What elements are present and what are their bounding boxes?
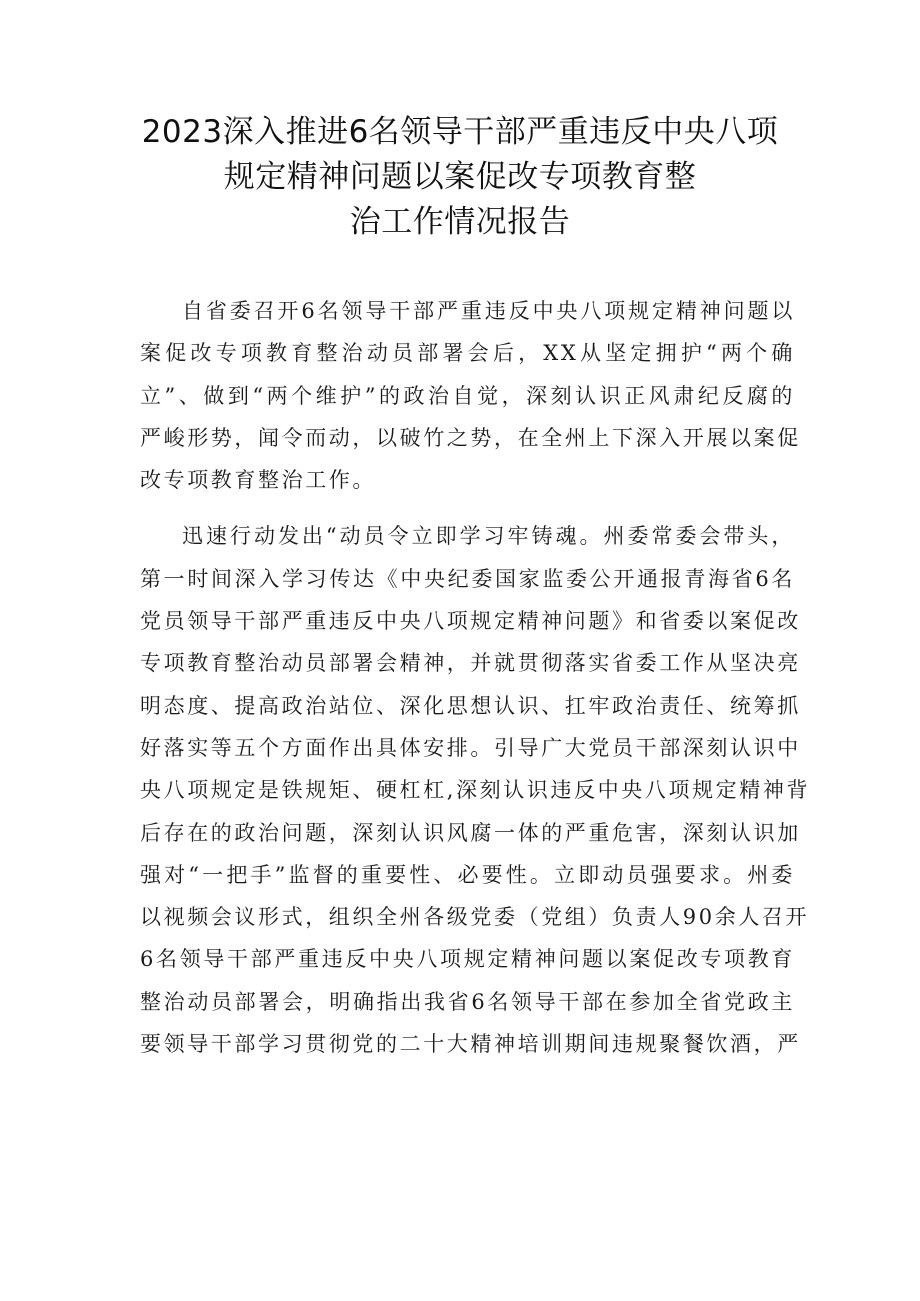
paragraph-1 <box>140 290 801 501</box>
paragraph-2-line: 第一时间深入学习传达《中央纪委国家监委公开通报青海省6名 <box>140 566 795 591</box>
title-line-2: 规定精神问题以案促改专项教育整 <box>223 159 697 195</box>
paragraph-1-line: 自省委召开6名领导干部严重违反中央八项规定精神问题以 <box>182 299 795 323</box>
paragraph-spacer <box>140 501 795 515</box>
paragraph-2-line: 党员领导干部严重违反中央八项规定精神问题》和省委以案促改 <box>140 609 801 634</box>
paragraph-1-line: 立”、做到“两个维护”的政治自觉，深刻认识正风肃纪反腐的 <box>140 383 795 408</box>
document-title <box>110 110 810 245</box>
paragraph-1-line: 改专项教育整治工作。 <box>140 468 376 493</box>
title-line-3: 治工作情况报告 <box>349 204 571 240</box>
paragraph-2-line: 好落实等五个方面作出具体安排。引导广大党员干部深刻认识中 <box>140 735 801 760</box>
title-line-1: 2023深入推进6名领导干部严重违反中央八项 <box>141 114 779 150</box>
paragraph-2-line: 6名领导干部严重违反中央八项规定精神问题以案促改专项教育 <box>140 947 795 972</box>
paragraph-2-line: 明态度、提高政治站位、深化思想认识、扛牢政治责任、统筹抓 <box>140 693 801 718</box>
paragraph-1-line: 案促改专项教育整治动员部署会后，XX从坚定拥护“两个确 <box>140 341 795 366</box>
paragraph-2-line: 后存在的政治问题，深刻认识风腐一体的严重危害，深刻认识加 <box>140 820 801 845</box>
paragraph-2-line: 强对“一把手”监督的重要性、必要性。立即动员强要求。州委 <box>140 862 795 887</box>
paragraph-2 <box>140 515 811 1065</box>
document-body <box>140 290 811 1065</box>
paragraph-2-line: 央八项规定是铁规矩、硬杠杠,深刻认识违反中央八项规定精神背 <box>140 778 811 803</box>
paragraph-1-line: 严峻形势，闻令而动，以破竹之势，在全州上下深入开展以案促 <box>140 425 801 450</box>
paragraph-2-line: 要领导干部学习贯彻党的二十大精神培训期间违规聚餐饮酒，严 <box>140 1032 801 1057</box>
paragraph-2-line: 整治动员部署会，明确指出我省6名领导干部在参加全省党政主 <box>140 989 795 1014</box>
paragraph-2-line: 以视频会议形式，组织全州各级党委（党组）负责人90余人召开 <box>140 905 810 930</box>
paragraph-2-line: 迅速行动发出“动员令立即学习牢铸魂。州委常委会带头， <box>182 524 795 549</box>
paragraph-2-line: 专项教育整治动员部署会精神，并就贯彻落实省委工作从坚决亮 <box>140 651 801 676</box>
